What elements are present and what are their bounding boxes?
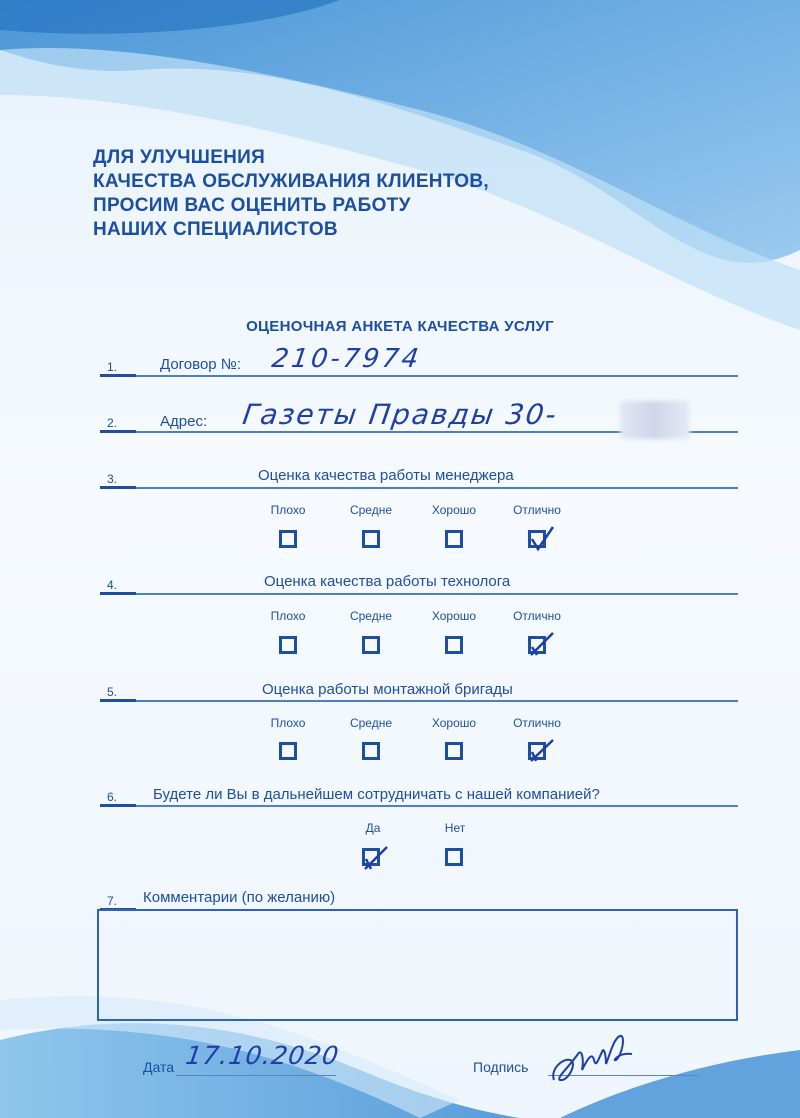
- checkmark-icon: [529, 631, 555, 661]
- manager-rating-label: Оценка качества работы менеджера: [258, 467, 514, 484]
- comments-label: Комментарии (по желанию): [143, 889, 336, 906]
- signature-mark[interactable]: [548, 1030, 638, 1090]
- technologist-option-poor-label: Плохо: [270, 609, 306, 623]
- technologist-option-good-label: Хорошо: [431, 609, 477, 623]
- redacted-apartment-number: [620, 401, 690, 439]
- technologist-option-poor-checkbox[interactable]: [279, 636, 297, 654]
- item-4-marker: [100, 592, 136, 595]
- cooperate-option-no-checkbox[interactable]: [445, 848, 463, 866]
- item-6-marker: [100, 804, 136, 807]
- installers-option-excellent-label: Отлично: [513, 716, 561, 730]
- item-2-marker: [100, 430, 136, 433]
- manager-option-average-label: Средне: [349, 503, 393, 517]
- item-5-number: 5.: [107, 685, 118, 699]
- item-7-number: 7.: [107, 894, 118, 908]
- technologist-option-good-checkbox[interactable]: [445, 636, 463, 654]
- manager-option-good-label: Хорошо: [431, 503, 477, 517]
- form-title: ОЦЕНОЧНАЯ АНКЕТА КАЧЕСТВА УСЛУГ: [246, 318, 554, 335]
- item-3-number: 3.: [107, 472, 118, 486]
- contract-number-field[interactable]: 210-7974: [269, 344, 424, 374]
- cooperate-option-no-label: Нет: [444, 821, 466, 835]
- cooperate-question-label: Будете ли Вы в дальнейшем сотрудничать с нашей компанией?: [153, 786, 600, 803]
- item-1-number: 1.: [107, 360, 118, 374]
- date-label: Дата: [143, 1059, 175, 1075]
- technologist-option-average-label: Средне: [349, 609, 393, 623]
- manager-option-excellent-checkbox[interactable]: [528, 530, 546, 548]
- date-field[interactable]: 17.10.2020: [183, 1041, 342, 1070]
- checkmark-icon: [529, 525, 555, 555]
- header-line-3: ПРОСИМ ВАС ОЦЕНИТЬ РАБОТУ: [93, 195, 411, 216]
- cooperate-option-yes-checkbox[interactable]: [362, 848, 380, 866]
- signature-label: Подпись: [473, 1059, 529, 1075]
- cooperate-option-yes-label: Да: [365, 821, 381, 835]
- checkmark-icon: [529, 737, 555, 767]
- item-4-line: [136, 593, 738, 595]
- installers-rating-label: Оценка работы монтажной бригады: [262, 681, 513, 698]
- technologist-option-average-checkbox[interactable]: [362, 636, 380, 654]
- header-heading: [93, 146, 489, 242]
- technologist-option-excellent-label: Отлично: [513, 609, 561, 623]
- header-line-4: НАШИХ СПЕЦИАЛИСТОВ: [93, 219, 338, 240]
- header-line-1: ДЛЯ УЛУЧШЕНИЯ: [93, 147, 266, 168]
- manager-option-good-checkbox[interactable]: [445, 530, 463, 548]
- installers-option-poor-label: Плохо: [270, 716, 306, 730]
- header-line-2: КАЧЕСТВА ОБСЛУЖИВАНИЯ КЛИЕНТОВ,: [93, 171, 489, 192]
- manager-option-excellent-label: Отлично: [513, 503, 561, 517]
- item-1-line: [136, 375, 738, 377]
- installers-option-average-label: Средне: [349, 716, 393, 730]
- installers-option-excellent-checkbox[interactable]: [528, 742, 546, 760]
- item-4-number: 4.: [107, 578, 118, 592]
- checkmark-icon: [363, 843, 389, 873]
- item-5-line: [136, 700, 738, 702]
- installers-option-good-checkbox[interactable]: [445, 742, 463, 760]
- address-label: Адрес:: [160, 413, 208, 430]
- item-1-marker: [100, 374, 136, 377]
- installers-option-poor-checkbox[interactable]: [279, 742, 297, 760]
- installers-option-average-checkbox[interactable]: [362, 742, 380, 760]
- item-3-line: [136, 487, 738, 489]
- item-2-number: 2.: [107, 416, 118, 430]
- item-6-number: 6.: [107, 790, 118, 804]
- item-3-marker: [100, 486, 136, 489]
- manager-option-poor-label: Плохо: [270, 503, 306, 517]
- item-6-line: [136, 805, 738, 807]
- date-underline: [176, 1075, 336, 1076]
- installers-option-good-label: Хорошо: [431, 716, 477, 730]
- manager-option-poor-checkbox[interactable]: [279, 530, 297, 548]
- address-field[interactable]: Газеты Правды 30-: [240, 398, 561, 431]
- technologist-option-excellent-checkbox[interactable]: [528, 636, 546, 654]
- contract-label: Договор №:: [160, 356, 242, 373]
- technologist-rating-label: Оценка качества работы технолога: [264, 573, 511, 590]
- comments-textarea[interactable]: [97, 909, 738, 1021]
- manager-option-average-checkbox[interactable]: [362, 530, 380, 548]
- item-5-marker: [100, 699, 136, 702]
